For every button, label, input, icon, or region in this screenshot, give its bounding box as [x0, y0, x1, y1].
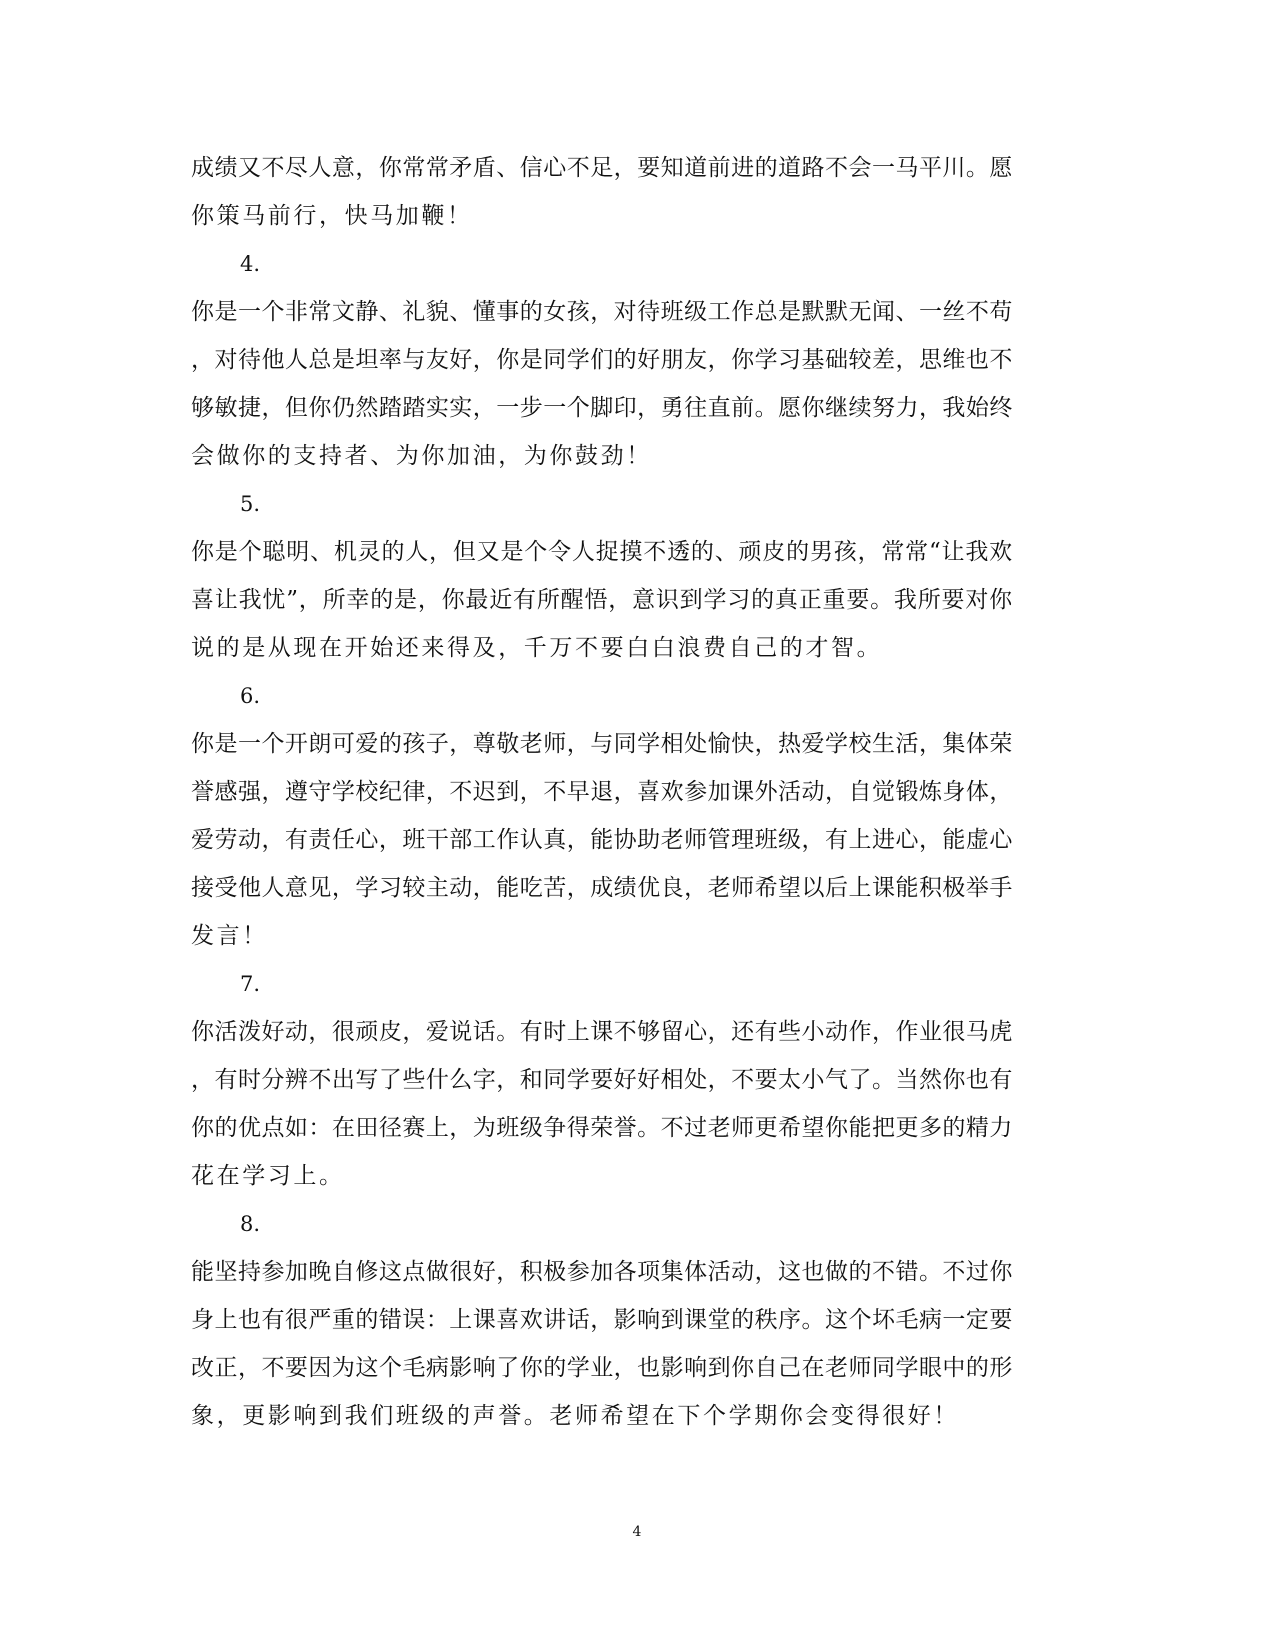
paragraph-line: 你是个聪明、机灵的人，但又是个令人捉摸不透的、顽皮的男孩，常常“让我欢 — [191, 539, 1013, 565]
paragraph-line: ，对待他人总是坦率与友好，你是同学们的好朋友，你学习基础较差，思维也不 — [191, 347, 1013, 373]
paragraph-line: 你活泼好动，很顽皮，爱说话。有时上课不够留心，还有些小动作，作业很马虎 — [191, 1019, 1013, 1045]
paragraph-line: 爱劳动，有责任心，班干部工作认真，能协助老师管理班级，有上进心，能虚心 — [191, 827, 1013, 853]
page-number: 4 — [632, 1524, 642, 1540]
paragraph-line: 喜让我忧”，所幸的是，你最近有所醒悟，意识到学习的真正重要。我所要对你 — [191, 587, 1013, 613]
paragraph-line: 成绩又不尽人意，你常常矛盾、信心不足，要知道前进的道路不会一马平川。愿 — [191, 155, 1013, 181]
item-number: 6. — [240, 684, 261, 708]
paragraph-line: 改正，不要因为这个毛病影响了你的学业，也影响到你自己在老师同学眼中的形 — [191, 1355, 1013, 1381]
paragraph-line: 能坚持参加晚自修这点做很好，积极参加各项集体活动，这也做的不错。不过你 — [191, 1259, 1013, 1285]
paragraph-line: 会做你的支持者、为你加油，为你鼓劲！ — [191, 443, 652, 469]
item-number: 8. — [240, 1212, 261, 1236]
paragraph-line: 说的是从现在开始还来得及，千万不要白白浪费自己的才智。 — [191, 635, 883, 661]
paragraph-line: 象，更影响到我们班级的声誉。老师希望在下个学期你会变得很好！ — [191, 1403, 959, 1429]
paragraph-line: 花在学习上。 — [191, 1163, 345, 1189]
paragraph-line: 接受他人意见，学习较主动，能吃苦，成绩优良，老师希望以后上课能积极举手 — [191, 875, 1013, 901]
item-number: 5. — [240, 492, 261, 516]
paragraph-line: 发言！ — [191, 923, 268, 949]
paragraph-line: 你的优点如：在田径赛上，为班级争得荣誉。不过老师更希望你能把更多的精力 — [191, 1115, 1013, 1141]
paragraph-line: 你是一个非常文静、礼貌、懂事的女孩，对待班级工作总是默默无闻、一丝不苟 — [191, 299, 1013, 325]
item-number: 7. — [240, 972, 261, 996]
paragraph-line: 身上也有很严重的错误：上课喜欢讲话，影响到课堂的秩序。这个坏毛病一定要 — [191, 1307, 1013, 1333]
paragraph-line: 够敏捷，但你仍然踏踏实实，一步一个脚印，勇往直前。愿你继续努力，我始终 — [191, 395, 1013, 421]
item-number: 4. — [240, 252, 261, 276]
paragraph-line: 你是一个开朗可爱的孩子，尊敬老师，与同学相处愉快，热爱学校生活，集体荣 — [191, 731, 1013, 757]
paragraph-line: 誉感强，遵守学校纪律，不迟到，不早退，喜欢参加课外活动，自觉锻炼身体， — [191, 779, 1013, 805]
paragraph-line: 你策马前行，快马加鞭！ — [191, 203, 473, 229]
paragraph-line: ，有时分辨不出写了些什么字，和同学要好好相处，不要太小气了。当然你也有 — [191, 1067, 1013, 1093]
